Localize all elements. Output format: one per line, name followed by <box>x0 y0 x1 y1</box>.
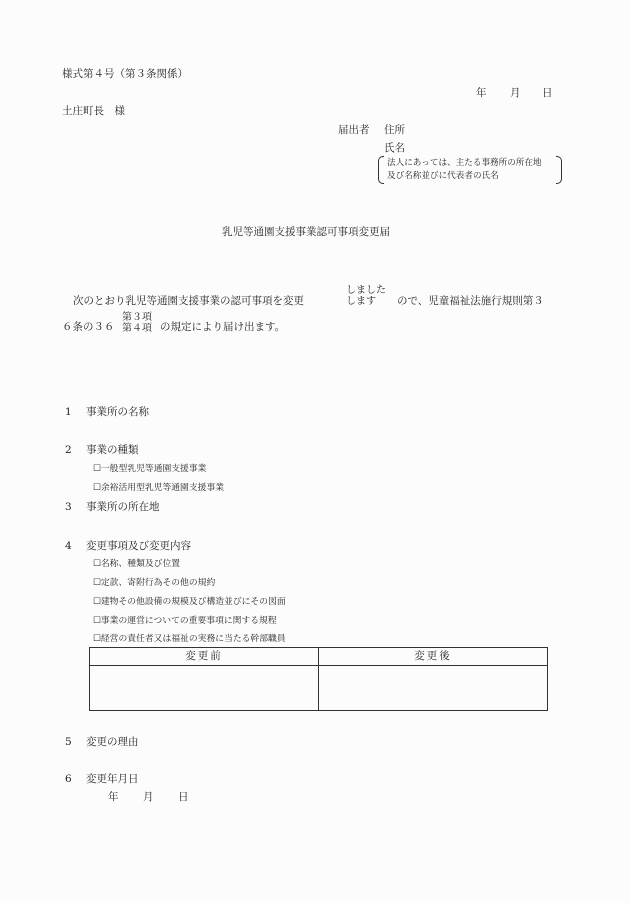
checkbox-option[interactable]: ☐建物その他設備の規模及び構造並びにその図面 <box>93 597 286 607</box>
form-number: 様式第４号（第３条関係） <box>62 68 188 80</box>
body-line1-prefix: 次のとおり乳児等通園支援事業の認可事項を変更 <box>73 295 304 307</box>
section-number: 4 <box>65 540 72 552</box>
section-number: 6 <box>65 773 72 785</box>
choice-paragraph-4: 第４項 <box>122 323 152 334</box>
note-line-2: 及び名称並びに代表者の氏名 <box>387 171 499 181</box>
right-bracket <box>556 156 562 184</box>
document-title: 乳児等通園支援事業認可事項変更届 <box>222 226 390 238</box>
addressee: 土庄町長 様 <box>62 105 125 117</box>
choice-future: します <box>346 296 376 307</box>
checkbox-option[interactable]: ☐経営の責任者又は福祉の実務に当たる幹部職員 <box>93 634 286 644</box>
applicant-label: 届出者 <box>338 124 370 136</box>
note-line-1: 法人にあっては、主たる事務所の所在地 <box>387 158 542 168</box>
left-bracket <box>378 156 384 184</box>
choice-paragraph-3: 第３項 <box>122 312 152 323</box>
header-after: 変更後 <box>319 648 548 666</box>
section-number: 2 <box>65 444 72 456</box>
header-before: 変更前 <box>90 648 319 666</box>
change-table <box>89 647 548 711</box>
date-year-label: 年 <box>476 87 487 99</box>
checkbox-option[interactable]: ☐名称、種類及び位置 <box>93 559 181 569</box>
checkbox-option[interactable]: ☐一般型乳児等通園支援事業 <box>93 464 207 474</box>
section-label: 変更の理由 <box>86 736 139 748</box>
body-line1-suffix: ので、児童福祉法施行規則第３ <box>397 295 544 307</box>
section-label: 変更年月日 <box>86 773 139 785</box>
address-label: 住所 <box>384 124 405 136</box>
change-date-month: 月 <box>143 791 154 803</box>
section-label: 事業の種類 <box>86 444 139 456</box>
checkbox-option[interactable]: ☐事業の運営についての重要事項に関する規程 <box>93 616 277 626</box>
paragraph-choice <box>122 312 152 334</box>
corporate-note <box>378 156 562 184</box>
choice-past: しました <box>346 285 386 296</box>
checkbox-option[interactable]: ☐余裕活用型乳児等通園支援事業 <box>93 483 225 493</box>
section-label: 事業所の名称 <box>86 406 149 418</box>
table-row <box>90 666 548 711</box>
section-number: 5 <box>65 736 72 748</box>
section-label: 事業所の所在地 <box>86 501 160 513</box>
change-date-year: 年 <box>108 791 119 803</box>
checkbox-option[interactable]: ☐定款、寄附行為その他の規約 <box>93 578 216 588</box>
name-label: 氏名 <box>384 142 405 154</box>
section-number: 3 <box>65 501 72 513</box>
section-number: 1 <box>65 406 72 418</box>
section-label: 変更事項及び変更内容 <box>86 540 191 552</box>
body-line2-prefix: ６条の３６ <box>62 321 115 333</box>
change-date-day: 日 <box>178 791 189 803</box>
before-cell[interactable] <box>90 666 319 711</box>
date-month-label: 月 <box>510 87 521 99</box>
body-line2-suffix: の規定により届け出ます。 <box>160 321 286 333</box>
tense-choice <box>346 285 386 307</box>
date-day-label: 日 <box>542 87 553 99</box>
after-cell[interactable] <box>319 666 548 711</box>
